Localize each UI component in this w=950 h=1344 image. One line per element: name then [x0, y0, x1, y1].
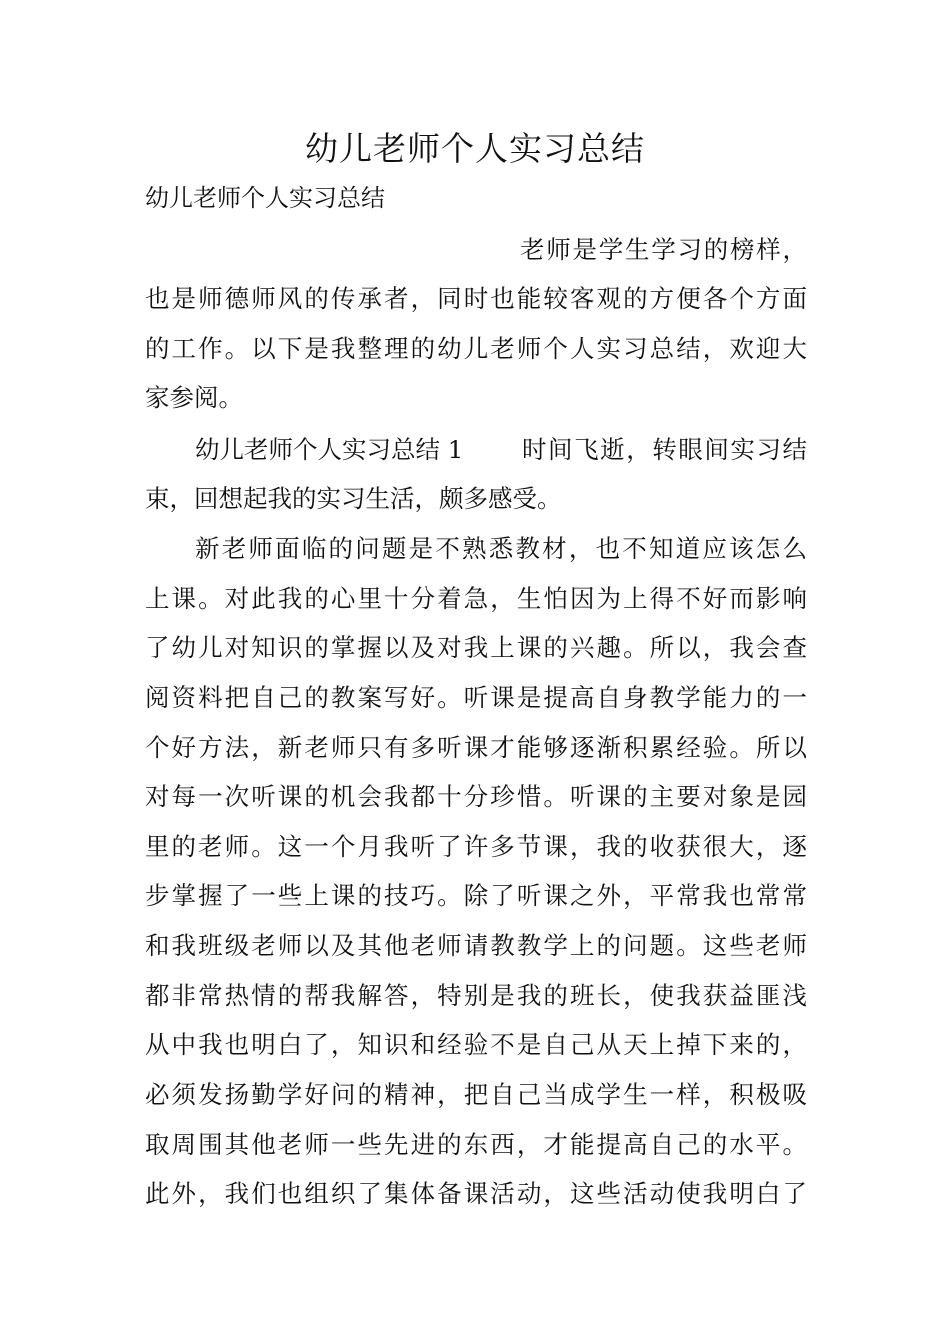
intro-line: 家参阅。 [145, 383, 243, 412]
document-subtitle: 幼儿老师个人实习总结 [145, 184, 385, 212]
paragraph-line: 和我班级老师以及其他老师请教教学上的问题。这些老师 [145, 931, 807, 960]
paragraph-line: 都非常热情的帮我解答，特别是我的班长，使我获益匪浅 [145, 981, 807, 1010]
intro-line: 老师是学生学习的榜样， [520, 235, 807, 264]
intro-line: 也是师德师风的传承者，同时也能较客观的方便各个方面 [145, 284, 807, 313]
paragraph-line: 里的老师。这一个月我听了许多节课，我的收获很大，逐 [145, 832, 807, 861]
section-heading: 幼儿老师个人实习总结 1 [195, 435, 464, 464]
section-line: 束，回想起我的实习生活，颇多感受。 [145, 484, 562, 513]
paragraph-line: 步掌握了一些上课的技巧。除了听课之外，平常我也常常 [145, 881, 807, 910]
document-title: 幼儿老师个人实习总结 [305, 129, 645, 168]
paragraph-line: 从中我也明白了，知识和经验不是自己从天上掉下来的， [145, 1030, 807, 1059]
paragraph-line: 必须发扬勤学好问的精神，把自己当成学生一样，积极吸 [145, 1080, 807, 1109]
paragraph-line: 对每一次听课的机会我都十分珍惜。听课的主要对象是园 [145, 782, 807, 811]
section-opening-text: 时间飞逝，转眼间实习结 [522, 435, 807, 464]
paragraph-line: 此外，我们也组织了集体备课活动，这些活动使我明白了 [145, 1179, 807, 1208]
paragraph-line: 新老师面临的问题是不熟悉教材，也不知道应该怎么 [195, 534, 807, 563]
paragraph-line: 个好方法，新老师只有多听课才能够逐渐积累经验。所以 [145, 733, 807, 762]
paragraph-line: 上课。对此我的心里十分着急，生怕因为上得不好而影响 [145, 584, 807, 613]
paragraph-line: 阅资料把自己的教案写好。听课是提高自身教学能力的一 [145, 683, 807, 712]
paragraph-line: 了幼儿对知识的掌握以及对我上课的兴趣。所以，我会查 [145, 633, 807, 662]
intro-line: 的工作。以下是我整理的幼儿老师个人实习总结，欢迎大 [145, 334, 807, 363]
paragraph-line: 取周围其他老师一些先进的东西，才能提高自己的水平。 [145, 1130, 807, 1159]
